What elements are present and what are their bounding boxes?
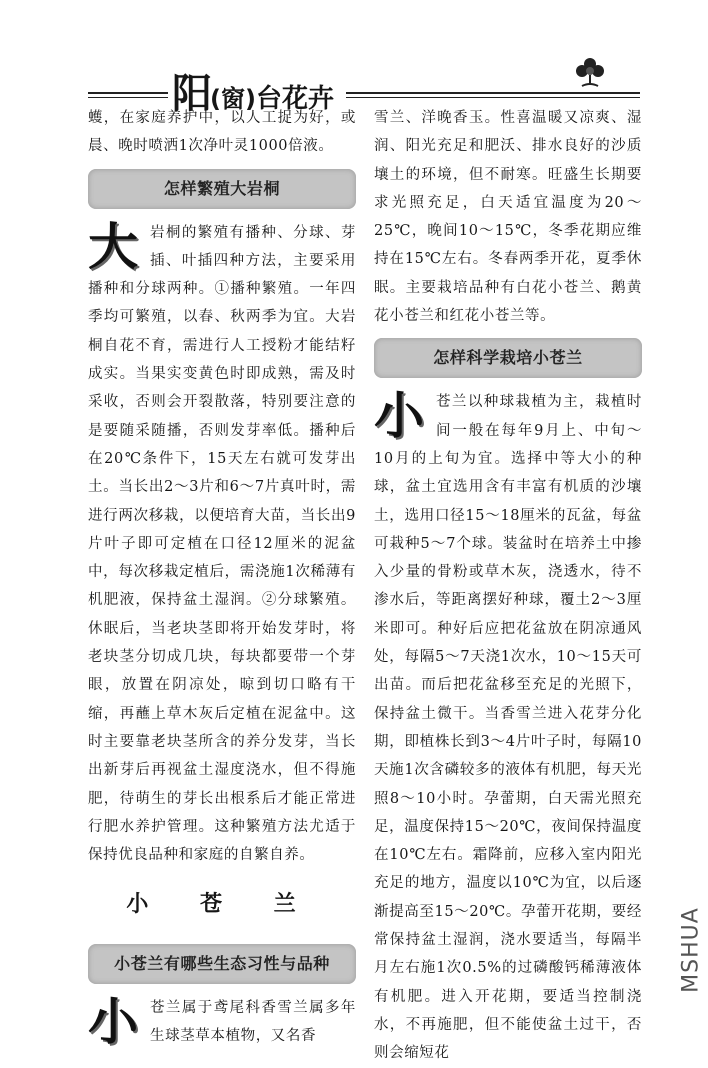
right-column [374, 104, 642, 1068]
title-char-yang: 阳 [172, 71, 210, 117]
drop-cap: 小 [88, 992, 139, 1051]
title-rest: 台花卉 [255, 84, 334, 114]
section-body-dayantong [88, 219, 356, 870]
drop-cap: 大 [88, 217, 139, 276]
section-banner-dayantong: 怎样繁殖大岩桐 [88, 169, 356, 209]
section-text: 苍兰以种球栽植为主，栽植时间一般在每年9月上、中旬～10月的上旬为宜。选择中等大小的种球，盆土宜选用含有丰富有机质的沙壤土，选用口径15～18厘米的瓦盆，每盆可栽种5～7个球。装盆时在培养土中掺入少量的骨粉或草木灰，浇透水，待不渗水后，等距离摆好种球，覆土2～3厘米即可。种好后应把花盆放在阴凉通风处，每隔5～7天浇1次水，10～15天可出苗。而后把花盆移至充足的光照下，保持盆土微干。当香雪兰进入花芽分化期，即植株长到3～4片叶子时，每隔10天施1次含磷较多的液体有机肥，每天光照8～10小时。孕蕾期，白天需光照充足，温度保持15～20℃，夜间保持温度在10℃左右。霜降前，应移入室内阳光充足的地方，温度以10℃为宜，以后逐渐提高至15～20℃。孕蕾开花期，要经常保持盆土湿润，浇水要适当，每隔半月左右施1次0.5%的过磷酸钙稀薄液体有机肥。进入开花期，要适当控制浇水，不再施肥，但不能使盆土过干，否则会缩短花 [374, 394, 642, 1062]
header-rule-right [346, 92, 640, 98]
left-column [88, 104, 356, 1050]
section-banner-habits: 小苍兰有哪些生态习性与品种 [88, 944, 356, 984]
watermark [676, 902, 706, 998]
watermark-text: MSHUA [678, 907, 704, 993]
continued-paragraph: 蠖，在家庭养护中，以人工捉为好，或晨、晚时喷洒1次净叶灵1000倍液。 [88, 110, 356, 155]
continued-paragraph: 雪兰、洋晚香玉。性喜温暖又凉爽、湿润、阳光充足和肥沃、排水良好的沙质壤土的环境，但不耐寒。旺盛生长期要求光照充足，白天适宜温度为20～25℃，晚间10～15℃，冬季花期应维持在15℃左右。冬春两季开花，夏季休眠。主要栽培品种有白花小苍兰、鹅黄花小苍兰和红花小苍兰等。 [374, 110, 642, 325]
section-text: 苍兰属于鸢尾科香雪兰属多年生球茎草本植物，又名香 [150, 999, 356, 1045]
section-text: 岩桐的繁殖有播种、分球、芽插、叶插四种方法，主要采用播种和分球两种。①播种繁殖。一年四季均可繁殖，以春、秋两季为宜。大岩桐自花不育，需进行人工授粉才能结籽成实。当果实变黄色时即成熟，需及时采收，否则会开裂散落，特别要注意的是要随采随播，否则发芽率低。播种后在20℃条件下，15天左右就可发芽出土。当长出2～3片和6～7片真叶时，需进行两次移栽，以便培育大苗，当长出9片叶子即可定植在口径12厘米的泥盆中，每次移栽定植后，需浇施1次稀薄有机肥液，保持盆土湿润。②分球繁殖。休眠后，当老块茎即将开始发芽时，将老块茎分切成几块，每块都要带一个芽眼，放置在阴凉处，晾到切口略有干缩，再蘸上草木灰后定植在泥盆中。这时主要靠老块茎所含的养分发芽，当长出新芽后再视盆土湿度浇水，但不得施肥，待萌生的芽长出根系后才能正常进行肥水养护管理。这种繁殖方法尤适于保持优良品种和家庭的自繁自养。 [88, 224, 356, 864]
title-paren-chuang: (窗) [210, 85, 256, 113]
section-banner-cultivation: 怎样科学栽培小苍兰 [374, 338, 642, 378]
header-rule-left [88, 92, 168, 98]
section-body-cultivation [374, 388, 642, 1067]
chapter-title: 小 苍 兰 [126, 892, 318, 918]
drop-cap: 小 [374, 387, 425, 446]
flower-icon [572, 56, 608, 90]
section-body-habits [88, 994, 356, 1051]
